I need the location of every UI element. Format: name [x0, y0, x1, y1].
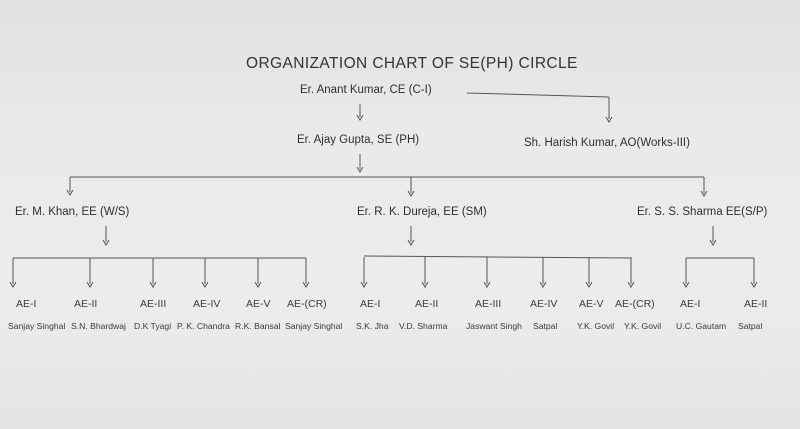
ae-name: Sanjay Singhal	[8, 321, 66, 331]
ae-post: AE-IV	[530, 298, 558, 310]
node-se: Er. Ajay Gupta, SE (PH)	[297, 134, 420, 146]
ae-post: AE-III	[475, 298, 502, 310]
ae-name: R.K. Bansal	[235, 321, 281, 331]
ae-post: AE-IV	[193, 298, 221, 310]
ae-name: Satpal	[533, 321, 558, 331]
ae-name: Y.K. Govil	[624, 321, 662, 331]
ae-name: Satpal	[738, 321, 763, 331]
ae-post: AE-II	[74, 298, 98, 310]
ae-name: D.K Tyagi	[134, 321, 172, 331]
node-ee-ws: Er. M. Khan, EE (W/S)	[15, 206, 130, 218]
ae-post: AE-I	[16, 298, 37, 310]
ae-name: V.D. Sharma	[399, 321, 448, 331]
ae-post: AE-(CR)	[287, 298, 327, 310]
ae-post: AE-V	[579, 298, 604, 310]
ae-bus-sm	[364, 256, 631, 258]
ae-name: Jaswant Singh	[466, 321, 522, 331]
ae-post: AE-II	[415, 298, 439, 310]
ae-post: AE-I	[680, 298, 701, 310]
ae-post: AE-III	[140, 298, 167, 310]
ae-post: AE-V	[246, 298, 271, 310]
ce-to-ao-line	[467, 93, 609, 97]
ae-post: AE-II	[744, 298, 768, 310]
node-ee-sp: Er. S. S. Sharma EE(S/P)	[637, 206, 768, 218]
ae-name: S.K. Jha	[356, 321, 389, 331]
ae-post: AE-(CR)	[615, 298, 655, 310]
chart-title: ORGANIZATION CHART OF SE(PH) CIRCLE	[246, 55, 578, 72]
ae-name: Y.K. Govil	[577, 321, 615, 331]
ae-name: S.N. Bhardwaj	[71, 321, 126, 331]
node-ce: Er. Anant Kumar, CE (C-I)	[300, 84, 432, 96]
ae-post: AE-I	[360, 298, 381, 310]
ae-name: U.C. Gautam	[676, 321, 727, 331]
node-ao: Sh. Harish Kumar, AO(Works-III)	[524, 137, 690, 149]
node-ee-sm: Er. R. K. Dureja, EE (SM)	[357, 206, 487, 218]
ae-name: P. K. Chandra	[177, 321, 230, 331]
ae-name: Sanjay Singhal	[285, 321, 343, 331]
